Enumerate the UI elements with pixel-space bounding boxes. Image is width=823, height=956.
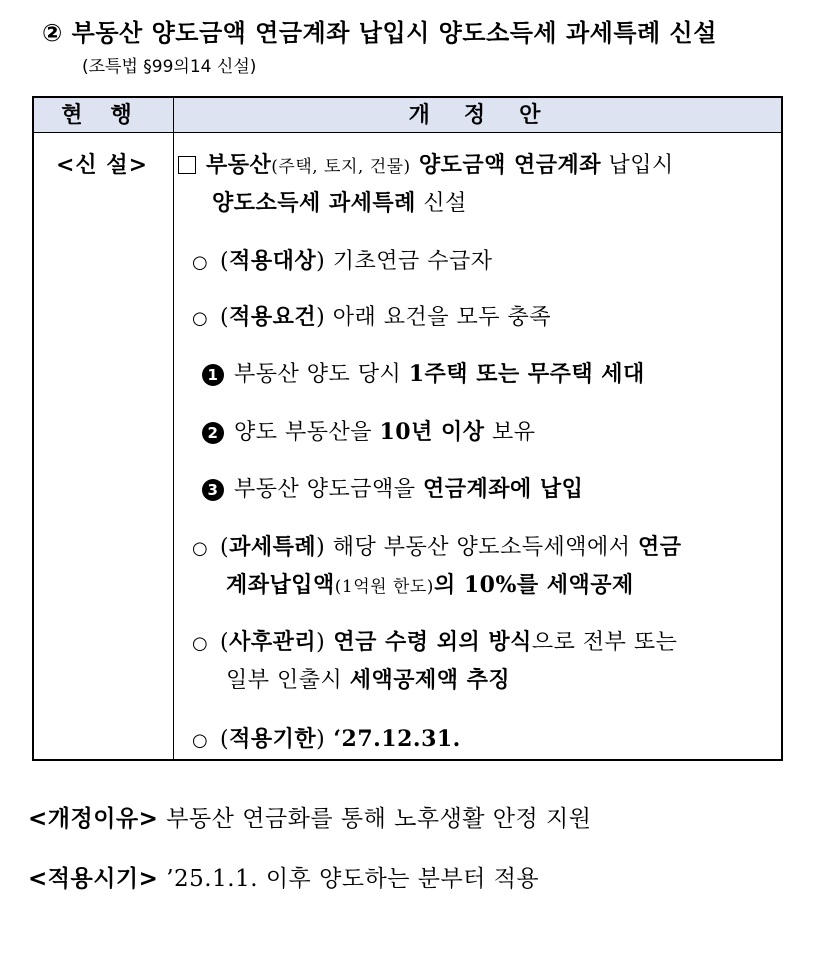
special-bold-deposit: 계좌납입액 xyxy=(226,572,335,598)
column-header-current: 현행 xyxy=(61,102,160,128)
special-bold-pension: 연금 xyxy=(637,534,682,560)
deadline-label: 적용기한 xyxy=(229,726,317,752)
condition-2 xyxy=(202,415,536,446)
bullet-deadline xyxy=(192,722,461,753)
number-1-icon: 1 xyxy=(202,364,224,386)
target-label: 적용대상 xyxy=(229,248,317,274)
comparison-table xyxy=(32,96,783,761)
paren-close: ) xyxy=(316,630,326,655)
special-text: 해당 부동산 양도소득세액에서 xyxy=(325,535,638,560)
condition-3-bold: 연금계좌에 납입 xyxy=(423,476,584,502)
revision-reason xyxy=(28,800,592,833)
condition-1-text: 부동산 양도 당시 xyxy=(234,362,409,387)
aftercare-line2-bold: 세액공제액 추징 xyxy=(349,667,511,693)
condition-3 xyxy=(202,472,583,503)
deadline-value: ‘27.12.31. xyxy=(325,726,461,752)
checkbox-square-icon xyxy=(178,156,196,174)
bullet-special xyxy=(192,530,681,561)
paren-open: ( xyxy=(220,727,230,752)
main-item-line2 xyxy=(212,186,467,217)
bullet-circle-icon: ○ xyxy=(192,633,209,654)
special-bold-credit: 의 10%를 세액공제 xyxy=(433,572,634,598)
aftercare-line2-text: 일부 인출시 xyxy=(226,668,350,693)
paren-open: ( xyxy=(220,249,230,274)
bullet-special-line2 xyxy=(226,568,634,599)
current-cell-new: <신 설> xyxy=(56,152,149,178)
bullet-aftercare-line2 xyxy=(226,663,510,694)
bullet-aftercare xyxy=(192,625,677,656)
paren-close: ) xyxy=(316,535,326,560)
column-divider xyxy=(173,98,174,759)
condition-1-bold: 1주택 또는 무주택 세대 xyxy=(408,361,645,387)
reason-label: <개정이유> xyxy=(28,806,159,832)
main-item-account: 양도금액 연금계좌 xyxy=(410,152,602,178)
requirement-text: 아래 요건을 모두 충족 xyxy=(325,305,551,330)
paren-close: ) xyxy=(316,249,326,274)
bullet-target xyxy=(192,244,492,275)
column-header-revised: 개정안 xyxy=(408,102,575,128)
section-title: ② 부동산 양도금액 연금계좌 납입시 양도소득세 과세특례 신설 xyxy=(42,19,717,47)
main-item-subject: 부동산 xyxy=(206,152,272,178)
apply-label: <적용시기> xyxy=(28,866,159,892)
paren-open: ( xyxy=(220,305,230,330)
apply-text: ’25.1.1. 이후 양도하는 분부터 적용 xyxy=(158,866,540,892)
condition-2-tail: 보유 xyxy=(484,420,536,445)
special-limit: (1억원 한도) xyxy=(334,577,434,597)
condition-2-text: 양도 부동산을 xyxy=(234,420,380,445)
bullet-requirement xyxy=(192,300,551,331)
condition-3-text: 부동산 양도금액을 xyxy=(234,477,424,502)
number-2-icon: 2 xyxy=(202,422,224,444)
paren-close: ) xyxy=(316,305,326,330)
main-item-types: (주택, 토지, 건물) xyxy=(271,157,411,177)
reason-text: 부동산 연금화를 통해 노후생활 안정 지원 xyxy=(158,806,592,832)
aftercare-text: 으로 전부 또는 xyxy=(531,630,678,655)
condition-2-bold: 10년 이상 xyxy=(379,419,485,445)
bullet-circle-icon: ○ xyxy=(192,730,209,751)
number-3-icon: 3 xyxy=(202,479,224,501)
effective-date xyxy=(28,860,539,893)
header-divider xyxy=(34,132,781,133)
target-text: 기초연금 수급자 xyxy=(325,249,493,274)
bullet-circle-icon: ○ xyxy=(192,252,209,273)
condition-1 xyxy=(202,357,645,388)
bullet-circle-icon: ○ xyxy=(192,308,209,329)
main-item-new: 신설 xyxy=(415,191,467,216)
requirement-label: 적용요건 xyxy=(229,304,317,330)
bullet-circle-icon: ○ xyxy=(192,538,209,559)
special-label: 과세특례 xyxy=(229,534,317,560)
aftercare-label: 사후관리 xyxy=(229,629,317,655)
paren-open: ( xyxy=(220,535,230,560)
main-item-special: 양도소득세 과세특례 xyxy=(212,190,416,216)
paren-close: ) xyxy=(316,727,326,752)
paren-open: ( xyxy=(220,630,230,655)
aftercare-bold: 연금 수령 외의 방식 xyxy=(325,629,532,655)
main-item-tail: 납입시 xyxy=(601,153,674,178)
main-item xyxy=(178,148,674,179)
law-reference: (조특법 §99의14 신설) xyxy=(82,57,257,77)
